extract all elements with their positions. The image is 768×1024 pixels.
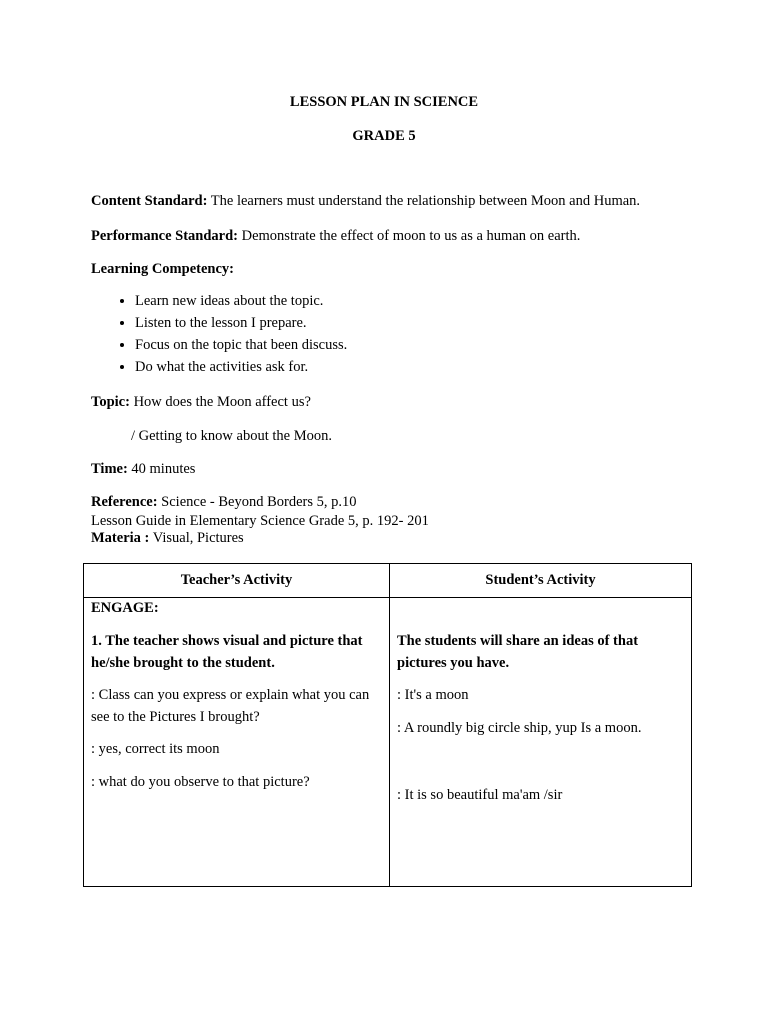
document-title: LESSON PLAN IN SCIENCE <box>289 94 479 110</box>
student-answer-2: : A roundly big circle ship, yup Is a moon. <box>397 720 642 736</box>
time-text: 40 minutes <box>127 461 196 477</box>
topic-label: Topic: <box>91 394 130 410</box>
teacher-question-2: : yes, correct its moon <box>91 741 220 757</box>
competency-list <box>112 290 347 378</box>
reference <box>91 494 356 511</box>
student-answer-1: : It's a moon <box>397 687 469 703</box>
performance-standard-text: Demonstrate the effect of moon to us as a human on earth. <box>237 228 581 244</box>
list-item: • Do what the activities ask for. <box>135 356 347 378</box>
time <box>91 461 195 478</box>
student-intro: The students will share an ideas of that pictures you have. <box>397 633 639 671</box>
time-label: Time: <box>91 461 128 477</box>
reference-line-2: Lesson Guide in Elementary Science Grade 5, p. 192- 201 <box>91 513 429 529</box>
reference-label: Reference: <box>91 494 158 510</box>
table-header-row <box>84 564 692 598</box>
student-answer-3: : It is so beautiful ma'am /sir <box>397 787 563 803</box>
engage-heading: ENGAGE: <box>91 600 159 616</box>
materia-text: Visual, Pictures <box>149 530 244 546</box>
content-standard <box>91 193 640 210</box>
performance-standard <box>91 228 580 245</box>
topic-subtext: / Getting to know about the Moon. <box>131 428 332 444</box>
teacher-question-1: : Class can you express or explain what you can see to the Pictures I brought? <box>91 687 370 725</box>
student-activity-cell <box>390 598 692 887</box>
teacher-activity-header: Teacher’s Activity <box>84 564 390 598</box>
materia <box>91 530 244 547</box>
student-activity-header: Student’s Activity <box>390 564 692 598</box>
learning-competency-heading <box>91 261 234 278</box>
materia-label: Materia : <box>91 530 150 546</box>
performance-standard-label: Performance Standard: <box>91 228 238 244</box>
content-standard-label: Content Standard: <box>91 193 208 209</box>
topic <box>91 394 311 411</box>
list-item: • Listen to the lesson I prepare. <box>135 312 347 334</box>
content-standard-text: The learners must understand the relationship between Moon and Human. <box>207 193 641 209</box>
reference-text: Science - Beyond Borders 5, p.10 <box>157 494 357 510</box>
table-row <box>84 598 692 887</box>
teacher-question-3: : what do you observe to that picture? <box>91 774 310 790</box>
learning-competency-label: Learning Competency: <box>91 261 234 277</box>
topic-text: How does the Moon affect us? <box>129 394 311 410</box>
activity-table <box>83 563 692 887</box>
grade-heading: GRADE 5 <box>352 128 416 144</box>
teacher-step-1: 1. The teacher shows visual and picture that he/she brought to the student. <box>91 633 363 671</box>
teacher-activity-cell <box>84 598 390 887</box>
list-item: • Focus on the topic that been discuss. <box>135 334 347 356</box>
list-item: • Learn new ideas about the topic. <box>135 290 347 312</box>
